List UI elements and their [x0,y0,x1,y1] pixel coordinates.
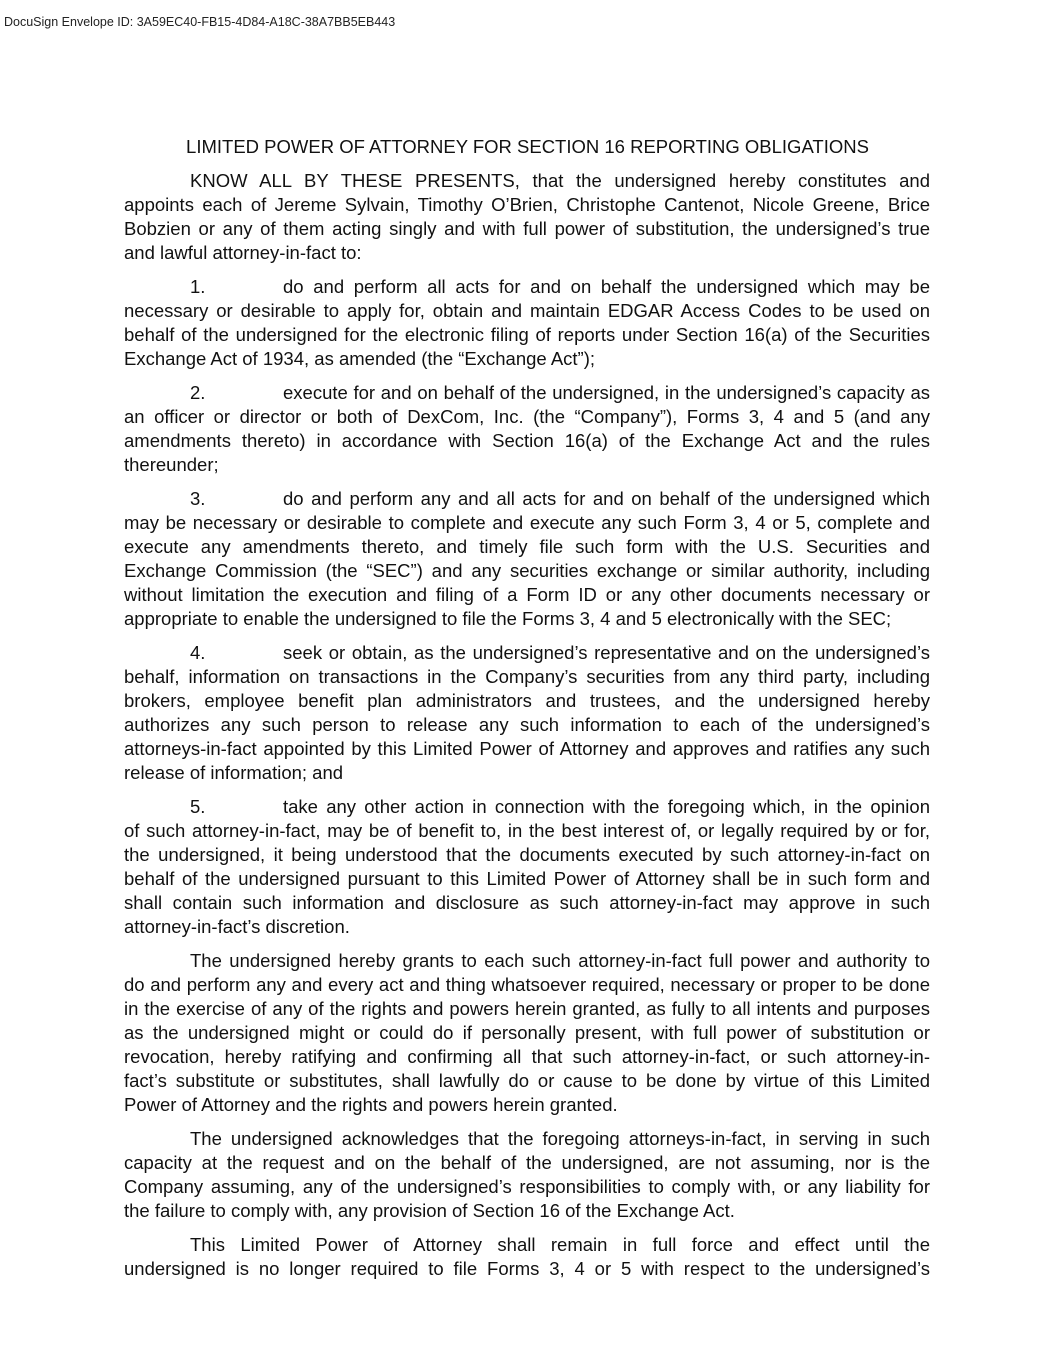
text-line [124,1127,930,1151]
text-line [124,535,930,559]
text-line [124,511,930,535]
text-line [124,819,930,843]
text-line [124,713,930,737]
numbered-item [124,487,930,631]
text-line [124,347,930,371]
numbered-item [124,381,930,477]
text-line [124,559,930,583]
line-text: revocation, hereby ratifying and confirming all that such attorney-in-fact, or such attorney-in- [124,1046,930,1067]
text-line [124,973,930,997]
document-title: LIMITED POWER OF ATTORNEY FOR SECTION 16 REPORTING OBLIGATIONS [186,136,869,157]
text-line [124,949,930,973]
text-line [124,607,930,631]
line-text: do and perform all acts for and on behalf the undersigned which may be [283,276,930,297]
text-line [124,169,930,193]
line-text: brokers, employee benefit plan administrators and trustees, and the undersigned hereby [124,690,930,711]
line-text: Exchange Act of 1934, as amended (the “Exchange Act”); [124,348,596,369]
line-text: The undersigned acknowledges that the foregoing attorneys-in-fact, in serving in such [190,1128,930,1149]
line-text: This Limited Power of Attorney shall remain in full force and effect until the [190,1234,930,1255]
line-text: behalf of the undersigned for the electronic filing of reports under Section 16(a) of the Securities [124,324,930,345]
paragraph [124,1127,930,1223]
text-line [124,737,930,761]
line-text: execute for and on behalf of the undersigned, in the undersigned’s capacity as [283,382,930,403]
numbered-item [124,795,930,939]
line-text: behalf of the undersigned pursuant to this Limited Power of Attorney shall be in such form and [124,868,930,889]
text-line [124,1257,930,1281]
line-text: Bobzien or any of them acting singly and with full power of substitution, the undersigned’s true [124,218,930,239]
line-text: the undersigned, it being understood that the documents executed by such attorney-in-fact on [124,844,930,865]
line-text: capacity at the request and on the behalf of the undersigned, are not assuming, nor is the [124,1152,930,1173]
line-text: release of information; and [124,762,344,783]
line-text: do and perform any and every act and thing whatsoever required, necessary or proper to be done [124,974,930,995]
text-line [124,299,930,323]
line-text: may be necessary or desirable to complete and execute any such Form 3, 4 or 5, complete and [124,512,930,533]
paragraph [124,1233,930,1281]
text-line [124,1045,930,1069]
line-text: without limitation the execution and filing of a Form ID or any other documents necessary or [124,584,930,605]
line-text: undersigned is no longer required to file Forms 3, 4 or 5 with respect to the undersigned’s [124,1258,930,1279]
text-line [124,997,930,1021]
text-line [124,487,930,511]
line-text: appropriate to enable the undersigned to file the Forms 3, 4 and 5 electronically with the SEC; [124,608,892,629]
item-number: 1. [190,276,206,297]
text-line [124,1021,930,1045]
text-line [124,1093,930,1117]
line-text: the failure to comply with, any provision of Section 16 of the Exchange Act. [124,1200,735,1221]
text-line [124,381,930,405]
text-line [124,583,930,607]
text-line [124,1175,930,1199]
line-text: attorneys-in-fact appointed by this Limited Power of Attorney and approves and ratifies any such [124,738,930,759]
line-text: an officer or director or both of DexCom, Inc. (the “Company”), Forms 3, 4 and 5 (and any [124,406,930,427]
text-line [124,429,930,453]
text-line [124,193,930,217]
item-number: 4. [190,642,206,663]
text-line [124,891,930,915]
text-line [124,641,930,665]
text-line [124,1151,930,1175]
text-line [124,665,930,689]
line-text: of such attorney-in-fact, may be of benefit to, in the best interest of, or legally required by or for, [124,820,930,841]
line-text: fact’s substitute or substitutes, shall lawfully do or cause to be done by virtue of this Limited [124,1070,930,1091]
line-text: take any other action in connection with the foregoing which, in the opinion [283,796,930,817]
line-text: appoints each of Jereme Sylvain, Timothy O’Brien, Christophe Cantenot, Nicole Greene, Brice [124,194,930,215]
text-line [124,1199,930,1223]
text-line [124,689,930,713]
line-text: execute any amendments thereto, and timely file such form with the U.S. Securities and [124,536,930,557]
line-text: behalf, information on transactions in the Company’s securities from any third party, including [124,666,930,687]
text-line [124,453,930,477]
line-text: Exchange Commission (the “SEC”) and any securities exchange or similar authority, including [124,560,930,581]
text-line [124,275,930,299]
line-text: shall contain such information and disclosure as such attorney-in-fact may approve in such [124,892,930,913]
item-number: 3. [190,488,206,509]
text-line [124,241,930,265]
line-text: KNOW ALL BY THESE PRESENTS, that the undersigned hereby constitutes and [190,170,930,191]
item-number: 2. [190,382,206,403]
text-line [124,217,930,241]
text-line [124,1069,930,1093]
line-text: necessary or desirable to apply for, obtain and maintain EDGAR Access Codes to be used on [124,300,930,321]
line-text: attorney-in-fact’s discretion. [124,916,350,937]
line-text: and lawful attorney-in-fact to: [124,242,362,263]
document-body [124,169,930,1291]
line-text: in the exercise of any of the rights and powers herein granted, as fully to all intents and purposes [124,998,930,1019]
line-text: thereunder; [124,454,219,475]
line-text: amendments thereto) in accordance with Section 16(a) of the Exchange Act and the rules [124,430,930,451]
text-line [124,1233,930,1257]
line-text: The undersigned hereby grants to each such attorney-in-fact full power and authority to [190,950,930,971]
paragraph [124,169,930,265]
line-text: as the undersigned might or could do if personally present, with full power of substitution or [124,1022,930,1043]
text-line [124,843,930,867]
docusign-envelope-id: DocuSign Envelope ID: 3A59EC40-FB15-4D84-A18C-38A7BB5EB443 [4,15,396,29]
numbered-item [124,641,930,785]
line-text: authorizes any such person to release any such information to each of the undersigned’s [124,714,930,735]
text-line [124,915,930,939]
line-text: seek or obtain, as the undersigned’s representative and on the undersigned’s [283,642,930,663]
line-text: do and perform any and all acts for and on behalf of the undersigned which [283,488,930,509]
paragraph [124,949,930,1117]
text-line [124,323,930,347]
text-line [124,405,930,429]
text-line [124,795,930,819]
line-text: Power of Attorney and the rights and powers herein granted. [124,1094,618,1115]
numbered-item [124,275,930,371]
text-line [124,761,930,785]
text-line [124,867,930,891]
item-number: 5. [190,796,206,817]
line-text: Company assuming, any of the undersigned’s responsibilities to comply with, or any liability for [124,1176,930,1197]
